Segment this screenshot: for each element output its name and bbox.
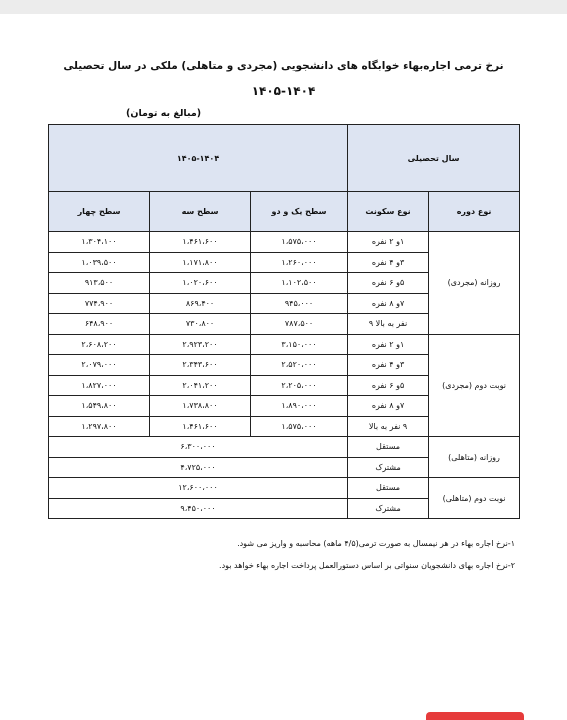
residence-cell: نفر به بالا ۹ bbox=[348, 314, 429, 335]
value-cell: ۱،۴۶۱،۶۰۰ bbox=[150, 232, 251, 253]
value-cell: ۴،۷۲۵،۰۰۰ bbox=[49, 457, 348, 478]
table-row bbox=[49, 437, 520, 458]
value-cell: ۱،۵۷۵،۰۰۰ bbox=[251, 232, 348, 253]
value-cell: ۱،۰۲۰،۶۰۰ bbox=[150, 273, 251, 294]
value-cell: ۲،۰۴۱،۲۰۰ bbox=[150, 375, 251, 396]
residence-cell: ۷و ۸ نفره bbox=[348, 293, 429, 314]
footnote-2: ۲-نرخ اجاره بهای دانشجویان سنواتی بر اساس دستورالعمل پرداخت اجاره بهاء خواهد بود. bbox=[219, 561, 515, 570]
table-row bbox=[49, 232, 520, 253]
value-cell: ۲،۹۲۳،۲۰۰ bbox=[150, 334, 251, 355]
rent-table bbox=[48, 124, 520, 519]
level-4-header: سطح چهار bbox=[49, 192, 150, 232]
footnotes bbox=[45, 533, 515, 577]
residence-cell: ۹ نفر به بالا bbox=[348, 416, 429, 437]
value-cell: ۷۷۴،۹۰۰ bbox=[49, 293, 150, 314]
period-type-header: نوع دوره bbox=[429, 192, 520, 232]
value-cell: ۱،۸۲۷،۰۰۰ bbox=[49, 375, 150, 396]
value-cell: ۶۴۸،۹۰۰ bbox=[49, 314, 150, 335]
year-value-header: ۱۴۰۵-۱۴۰۴ bbox=[49, 125, 348, 192]
period-label: نوبت دوم (متاهلی) bbox=[429, 478, 520, 519]
currency-note: (مبالغ به تومان) bbox=[126, 108, 202, 119]
residence-cell: ۱و ۲ نفره bbox=[348, 232, 429, 253]
document-year: ۱۴۰۵-۱۴۰۴ bbox=[251, 84, 316, 98]
value-cell: ۱،۲۹۷،۸۰۰ bbox=[49, 416, 150, 437]
value-cell: ۱،۵۷۵،۰۰۰ bbox=[251, 416, 348, 437]
value-cell: ۸۶۹،۴۰۰ bbox=[150, 293, 251, 314]
residence-cell: ۵و ۶ نفره bbox=[348, 375, 429, 396]
value-cell: ۲،۰۷۹،۰۰۰ bbox=[49, 355, 150, 376]
footnote-1: ۱-نرخ اجاره بهاء در هر نیمسال به صورت ترمی(۴/۵ ماهه) محاسبه و واریز می شود. bbox=[237, 539, 515, 548]
value-cell: ۱،۱۷۱،۸۰۰ bbox=[150, 252, 251, 273]
residence-cell: ۱و ۲ نفره bbox=[348, 334, 429, 355]
value-cell: ۲،۵۲۰،۰۰۰ bbox=[251, 355, 348, 376]
value-cell: ۶،۳۰۰،۰۰۰ bbox=[49, 437, 348, 458]
value-cell: ۱،۱۰۲،۵۰۰ bbox=[251, 273, 348, 294]
value-cell: ۲،۲۰۵،۰۰۰ bbox=[251, 375, 348, 396]
residence-cell: ۳و ۴ نفره bbox=[348, 252, 429, 273]
value-cell: ۳،۱۵۰،۰۰۰ bbox=[251, 334, 348, 355]
period-label: روزانه (متاهلی) bbox=[429, 437, 520, 478]
table-row bbox=[49, 334, 520, 355]
table-row bbox=[49, 478, 520, 499]
period-label: نوبت دوم (مجردی) bbox=[429, 334, 520, 437]
residence-cell: ۷و ۸ نفره bbox=[348, 396, 429, 417]
value-cell: ۹۱۳،۵۰۰ bbox=[49, 273, 150, 294]
value-cell: ۱،۲۶۰،۰۰۰ bbox=[251, 252, 348, 273]
period-label: روزانه (مجردی) bbox=[429, 232, 520, 335]
value-cell: ۲،۳۴۳،۶۰۰ bbox=[150, 355, 251, 376]
value-cell: ۱،۴۶۱،۶۰۰ bbox=[150, 416, 251, 437]
residence-cell: مشترک bbox=[348, 498, 429, 519]
value-cell: ۱،۵۴۹،۸۰۰ bbox=[49, 396, 150, 417]
academic-year-header: سال تحصیلی bbox=[348, 125, 520, 192]
value-cell: ۹،۴۵۰،۰۰۰ bbox=[49, 498, 348, 519]
value-cell: ۱،۳۰۴،۱۰۰ bbox=[49, 232, 150, 253]
document-title: نرخ ترمی اجاره‌بهاء خوابگاه های دانشجویی (مجردی و متاهلی) ملکی در سال تحصیلی bbox=[63, 60, 504, 72]
value-cell: ۷۳۰،۸۰۰ bbox=[150, 314, 251, 335]
value-cell: ۲،۶۰۸،۲۰۰ bbox=[49, 334, 150, 355]
residence-cell: مشترک bbox=[348, 457, 429, 478]
level-3-header: سطح سه bbox=[150, 192, 251, 232]
value-cell: ۷۸۷،۵۰۰ bbox=[251, 314, 348, 335]
value-cell: ۱۲،۶۰۰،۰۰۰ bbox=[49, 478, 348, 499]
value-cell: ۱،۸۹۰،۰۰۰ bbox=[251, 396, 348, 417]
value-cell: ۱،۷۳۸،۸۰۰ bbox=[150, 396, 251, 417]
residence-cell: ۳و ۴ نفره bbox=[348, 355, 429, 376]
residence-cell: مستقل bbox=[348, 478, 429, 499]
value-cell: ۱،۰۳۹،۵۰۰ bbox=[49, 252, 150, 273]
top-strip bbox=[0, 0, 567, 14]
value-cell: ۹۴۵،۰۰۰ bbox=[251, 293, 348, 314]
residence-cell: ۵و ۶ نفره bbox=[348, 273, 429, 294]
residence-cell: مستقل bbox=[348, 437, 429, 458]
residence-type-header: نوع سکونت bbox=[348, 192, 429, 232]
level-1-2-header: سطح یک و دو bbox=[251, 192, 348, 232]
red-tab-strip bbox=[426, 712, 524, 720]
